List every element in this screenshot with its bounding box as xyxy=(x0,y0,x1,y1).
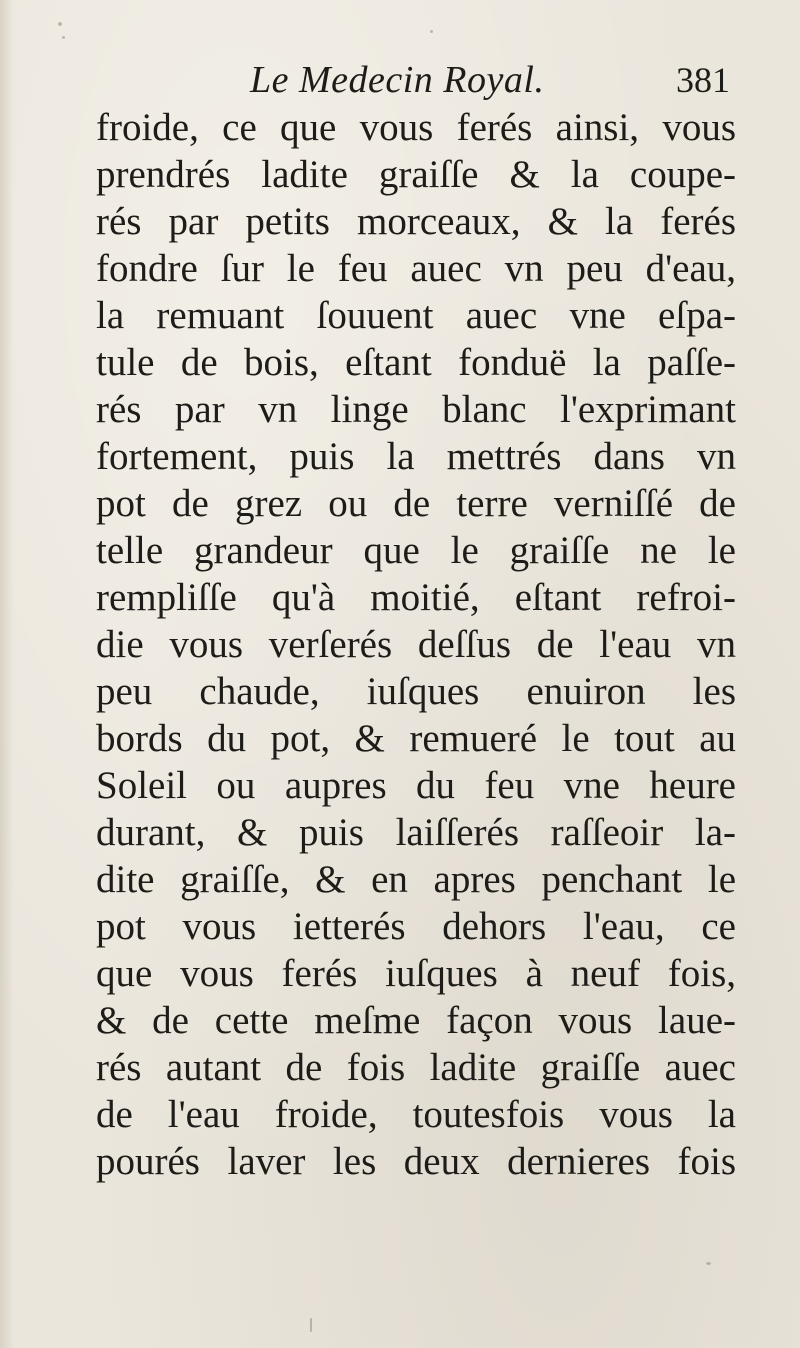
text-line: rés par vn linge blanc l'exprimant xyxy=(96,388,736,431)
page-number: 381 xyxy=(676,60,730,100)
text-line: peu chaude, iuſques enuiron les xyxy=(96,670,736,713)
body-text xyxy=(96,104,736,1185)
text-line: pourés laver les deux dernieres fois xyxy=(96,1140,736,1183)
text-line: rés autant de fois ladite graiſſe auec xyxy=(96,1046,736,1089)
text-line: la remuant ſouuent auec vne eſpa- xyxy=(96,294,736,337)
text-line: Soleil ou aupres du feu vne heure xyxy=(96,764,736,807)
text-line: fortement, puis la mettrés dans vn xyxy=(96,435,736,478)
paper-speck xyxy=(58,22,62,26)
page-gutter-shadow xyxy=(0,0,14,1348)
text-line: & de cette meſme façon vous laue- xyxy=(96,999,736,1042)
text-line: prendrés ladite graiſſe & la coupe- xyxy=(96,153,736,196)
page-header xyxy=(90,54,730,106)
running-title: Le Medecin Royal. xyxy=(250,59,545,101)
paper-speck xyxy=(706,1262,711,1265)
paper-speck xyxy=(62,36,65,39)
text-line: pot vous ietterés dehors l'eau, ce xyxy=(96,905,736,948)
paper-speck xyxy=(310,1318,312,1332)
text-line: fondre ſur le feu auec vn peu d'eau, xyxy=(96,247,736,290)
text-line: de l'eau froide, toutesfois vous la xyxy=(96,1093,736,1136)
text-line: bords du pot, & remueré le tout au xyxy=(96,717,736,760)
text-line: telle grandeur que le graiſſe ne le xyxy=(96,529,736,572)
text-line: rempliſſe qu'à moitié, eſtant refroi- xyxy=(96,576,736,619)
text-line: tule de bois, eſtant fonduë la paſſe- xyxy=(96,341,736,384)
text-line: que vous ferés iuſques à neuf fois, xyxy=(96,952,736,995)
text-line: die vous verſerés deſſus de l'eau vn xyxy=(96,623,736,666)
text-line: pot de grez ou de terre verniſſé de xyxy=(96,482,736,525)
text-line: rés par petits morceaux, & la ferés xyxy=(96,200,736,243)
text-line: durant, & puis laiſſerés raſſeoir la- xyxy=(96,811,736,854)
text-line: froide, ce que vous ferés ainsi, vous xyxy=(96,106,736,149)
paper-speck xyxy=(430,30,433,33)
text-line: dite graiſſe, & en apres penchant le xyxy=(96,858,736,901)
